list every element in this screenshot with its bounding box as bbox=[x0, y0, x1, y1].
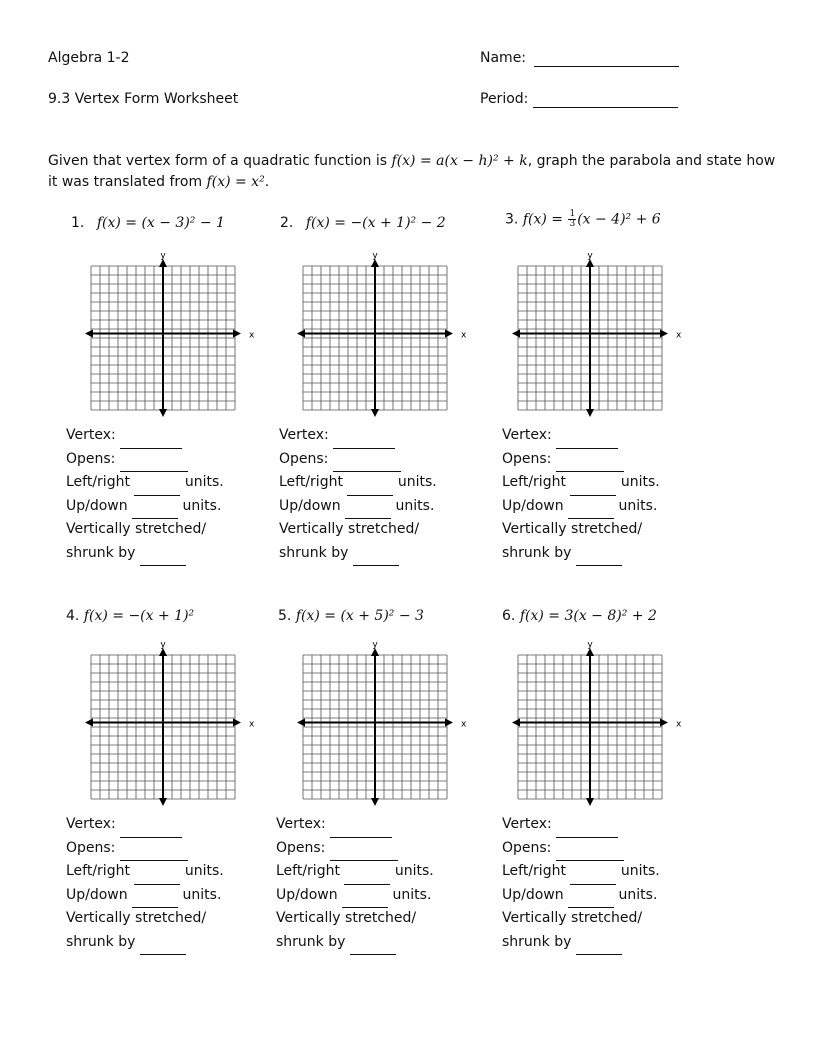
up-down-line bbox=[502, 495, 657, 520]
problem-function-prefix: f(x) = bbox=[522, 211, 563, 228]
problem-number: 5. bbox=[278, 608, 292, 624]
worksheet-title: 9.3 Vertex Form Worksheet bbox=[48, 91, 239, 107]
up-down-blank[interactable] bbox=[342, 884, 388, 909]
left-right-line bbox=[66, 860, 224, 885]
up-down-label: Up/down bbox=[276, 886, 338, 903]
coordinate-grid-2[interactable] bbox=[289, 252, 471, 424]
up-down-blank[interactable] bbox=[345, 495, 391, 520]
y-axis-label: y bbox=[160, 252, 166, 261]
problem-6-label bbox=[502, 608, 657, 624]
problem-number: 2. bbox=[280, 215, 294, 231]
x-axis-label: x bbox=[249, 719, 255, 730]
parent-function: f(x) = x² bbox=[206, 174, 265, 190]
coordinate-grid-3[interactable] bbox=[504, 252, 686, 424]
opens-blank[interactable] bbox=[120, 837, 188, 862]
left-right-blank[interactable] bbox=[570, 471, 616, 496]
vertex-line bbox=[502, 813, 618, 838]
stretch-line bbox=[276, 907, 416, 931]
y-axis-label: y bbox=[587, 252, 593, 261]
arrow-right-icon bbox=[660, 330, 668, 338]
y-axis-label: y bbox=[160, 641, 166, 650]
coordinate-grid-5[interactable] bbox=[289, 641, 471, 813]
arrow-left-icon bbox=[297, 719, 305, 727]
opens-line bbox=[502, 837, 624, 862]
units-label: units. bbox=[394, 863, 434, 879]
arrow-down-icon bbox=[371, 409, 379, 417]
left-right-line bbox=[276, 860, 434, 885]
arrow-right-icon bbox=[660, 719, 668, 727]
problem-4-label bbox=[66, 608, 194, 624]
vertex-blank[interactable] bbox=[556, 813, 618, 838]
arrow-right-icon bbox=[233, 330, 241, 338]
name-blank[interactable] bbox=[534, 50, 679, 67]
up-down-label: Up/down bbox=[66, 886, 128, 903]
left-right-blank[interactable] bbox=[344, 860, 390, 885]
problem-function-suffix: (x − 4)² + 6 bbox=[577, 211, 661, 228]
left-right-label: Left/right bbox=[502, 474, 566, 490]
instructions-text: Given that vertex form of a quadratic function is bbox=[48, 153, 388, 169]
shrunk-line bbox=[66, 931, 186, 956]
shrunk-label: shrunk by bbox=[276, 933, 346, 950]
up-down-label: Up/down bbox=[279, 497, 341, 514]
problem-number: 4. bbox=[66, 608, 80, 624]
units-label: units. bbox=[620, 474, 660, 490]
problem-function: f(x) = −(x + 1)² − 2 bbox=[305, 215, 446, 231]
left-right-blank[interactable] bbox=[347, 471, 393, 496]
arrow-right-icon bbox=[445, 719, 453, 727]
opens-label: Opens: bbox=[279, 450, 329, 467]
arrow-down-icon bbox=[371, 798, 379, 806]
shrunk-blank[interactable] bbox=[350, 931, 396, 956]
opens-blank[interactable] bbox=[333, 448, 401, 473]
stretch-label: Vertically stretched/ bbox=[66, 910, 207, 926]
problem-number: 3. bbox=[505, 211, 519, 228]
left-right-line bbox=[502, 471, 660, 496]
coordinate-grid-4[interactable] bbox=[77, 641, 259, 813]
opens-line bbox=[66, 837, 188, 862]
units-label: units. bbox=[395, 497, 435, 514]
left-right-label: Left/right bbox=[276, 863, 340, 879]
problem-function: f(x) = (x + 5)² − 3 bbox=[295, 608, 424, 624]
up-down-blank[interactable] bbox=[132, 884, 178, 909]
shrunk-label: shrunk by bbox=[279, 544, 349, 561]
opens-blank[interactable] bbox=[330, 837, 398, 862]
up-down-line bbox=[66, 495, 221, 520]
stretch-label: Vertically stretched/ bbox=[279, 521, 420, 537]
arrow-left-icon bbox=[512, 330, 520, 338]
shrunk-line bbox=[66, 542, 186, 567]
stretch-label: Vertically stretched/ bbox=[276, 910, 417, 926]
arrow-left-icon bbox=[85, 330, 93, 338]
instructions-line-2 bbox=[48, 174, 269, 190]
vertex-label: Vertex: bbox=[66, 816, 116, 832]
opens-label: Opens: bbox=[66, 839, 116, 856]
stretch-line bbox=[279, 518, 419, 542]
coordinate-grid-1[interactable] bbox=[77, 252, 259, 424]
arrow-down-icon bbox=[159, 798, 167, 806]
vertex-blank[interactable] bbox=[556, 424, 618, 449]
up-down-line bbox=[276, 884, 431, 909]
shrunk-label: shrunk by bbox=[66, 933, 136, 950]
stretch-label: Vertically stretched/ bbox=[502, 910, 643, 926]
units-label: units. bbox=[182, 497, 222, 514]
vertex-blank[interactable] bbox=[333, 424, 395, 449]
units-label: units. bbox=[397, 474, 437, 490]
vertex-form-formula: f(x) = a(x − h)² + k bbox=[391, 153, 528, 169]
period-label: Period: bbox=[480, 91, 529, 107]
opens-label: Opens: bbox=[276, 839, 326, 856]
vertex-line bbox=[502, 424, 618, 449]
vertex-label: Vertex: bbox=[502, 427, 552, 443]
problem-function: f(x) = 3(x − 8)² + 2 bbox=[519, 608, 657, 624]
problem-5-label bbox=[278, 608, 424, 624]
left-right-blank[interactable] bbox=[570, 860, 616, 885]
period-blank[interactable] bbox=[533, 91, 678, 108]
up-down-label: Up/down bbox=[502, 497, 564, 514]
arrow-right-icon bbox=[445, 330, 453, 338]
opens-label: Opens: bbox=[502, 450, 552, 467]
shrunk-line bbox=[279, 542, 399, 567]
units-label: units. bbox=[618, 886, 658, 903]
shrunk-blank[interactable] bbox=[576, 931, 622, 956]
vertex-line bbox=[279, 424, 395, 449]
opens-blank[interactable] bbox=[556, 448, 624, 473]
stretch-label: Vertically stretched/ bbox=[66, 521, 207, 537]
left-right-line bbox=[66, 471, 224, 496]
instructions-text-2: it was translated from bbox=[48, 174, 203, 190]
coordinate-grid-6[interactable] bbox=[504, 641, 686, 813]
arrow-left-icon bbox=[85, 719, 93, 727]
arrow-left-icon bbox=[512, 719, 520, 727]
shrunk-label: shrunk by bbox=[66, 544, 136, 561]
course-title: Algebra 1-2 bbox=[48, 50, 130, 66]
problem-1-label bbox=[71, 215, 225, 231]
opens-label: Opens: bbox=[66, 450, 116, 467]
opens-blank[interactable] bbox=[120, 448, 188, 473]
opens-line bbox=[66, 448, 188, 473]
fraction-numerator: 1 bbox=[569, 209, 576, 219]
problem-number: 6. bbox=[502, 608, 516, 624]
vertex-label: Vertex: bbox=[276, 816, 326, 832]
vertex-blank[interactable] bbox=[120, 813, 182, 838]
problem-function: f(x) = −(x + 1)² bbox=[83, 608, 195, 624]
y-axis-label: y bbox=[372, 252, 378, 261]
instructions-text-end: , graph the parabola and state how bbox=[527, 153, 776, 169]
units-label: units. bbox=[184, 474, 224, 490]
vertex-line bbox=[66, 424, 182, 449]
problem-3-label bbox=[505, 210, 661, 229]
y-axis-label: y bbox=[372, 641, 378, 650]
instructions-period: . bbox=[264, 174, 270, 190]
stretch-line bbox=[502, 907, 642, 931]
left-right-line bbox=[502, 860, 660, 885]
up-down-blank[interactable] bbox=[568, 884, 614, 909]
units-label: units. bbox=[182, 886, 222, 903]
shrunk-label: shrunk by bbox=[502, 544, 572, 561]
stretch-label: Vertically stretched/ bbox=[502, 521, 643, 537]
shrunk-line bbox=[502, 931, 622, 956]
fraction-denominator: 3 bbox=[569, 219, 576, 229]
x-axis-label: x bbox=[249, 330, 255, 341]
vertex-label: Vertex: bbox=[66, 427, 116, 443]
stretch-line bbox=[66, 518, 206, 542]
left-right-blank[interactable] bbox=[134, 860, 180, 885]
up-down-label: Up/down bbox=[66, 497, 128, 514]
y-axis-label: y bbox=[587, 641, 593, 650]
stretch-line bbox=[66, 907, 206, 931]
shrunk-line bbox=[276, 931, 396, 956]
shrunk-label: shrunk by bbox=[502, 933, 572, 950]
shrunk-blank[interactable] bbox=[140, 931, 186, 956]
vertex-line bbox=[276, 813, 392, 838]
up-down-blank[interactable] bbox=[132, 495, 178, 520]
x-axis-label: x bbox=[676, 719, 682, 730]
left-right-label: Left/right bbox=[66, 863, 130, 879]
shrunk-blank[interactable] bbox=[576, 542, 622, 567]
problem-2-label bbox=[280, 215, 446, 231]
stretch-line bbox=[502, 518, 642, 542]
left-right-line bbox=[279, 471, 437, 496]
units-label: units. bbox=[618, 497, 658, 514]
name-field[interactable] bbox=[480, 50, 679, 67]
vertex-blank[interactable] bbox=[330, 813, 392, 838]
left-right-blank[interactable] bbox=[134, 471, 180, 496]
period-field[interactable] bbox=[480, 91, 678, 108]
left-right-label: Left/right bbox=[66, 474, 130, 490]
shrunk-blank[interactable] bbox=[353, 542, 399, 567]
arrow-down-icon bbox=[586, 798, 594, 806]
opens-label: Opens: bbox=[502, 839, 552, 856]
x-axis-label: x bbox=[676, 330, 682, 341]
vertex-blank[interactable] bbox=[120, 424, 182, 449]
arrow-left-icon bbox=[297, 330, 305, 338]
opens-line bbox=[276, 837, 398, 862]
x-axis-label: x bbox=[461, 330, 467, 341]
vertex-label: Vertex: bbox=[502, 816, 552, 832]
units-label: units. bbox=[392, 886, 432, 903]
problem-function: f(x) = (x − 3)² − 1 bbox=[96, 215, 225, 231]
opens-line bbox=[502, 448, 624, 473]
instructions-line-1 bbox=[48, 153, 775, 169]
left-right-label: Left/right bbox=[279, 474, 343, 490]
opens-line bbox=[279, 448, 401, 473]
units-label: units. bbox=[620, 863, 660, 879]
x-axis-label: x bbox=[461, 719, 467, 730]
fraction bbox=[568, 210, 576, 229]
problem-number: 1. bbox=[71, 215, 85, 231]
up-down-line bbox=[502, 884, 657, 909]
arrow-right-icon bbox=[233, 719, 241, 727]
vertex-label: Vertex: bbox=[279, 427, 329, 443]
up-down-blank[interactable] bbox=[568, 495, 614, 520]
shrunk-blank[interactable] bbox=[140, 542, 186, 567]
up-down-line bbox=[279, 495, 434, 520]
name-label: Name: bbox=[480, 50, 527, 66]
up-down-label: Up/down bbox=[502, 886, 564, 903]
units-label: units. bbox=[184, 863, 224, 879]
shrunk-line bbox=[502, 542, 622, 567]
arrow-down-icon bbox=[586, 409, 594, 417]
opens-blank[interactable] bbox=[556, 837, 624, 862]
arrow-down-icon bbox=[159, 409, 167, 417]
left-right-label: Left/right bbox=[502, 863, 566, 879]
vertex-line bbox=[66, 813, 182, 838]
up-down-line bbox=[66, 884, 221, 909]
